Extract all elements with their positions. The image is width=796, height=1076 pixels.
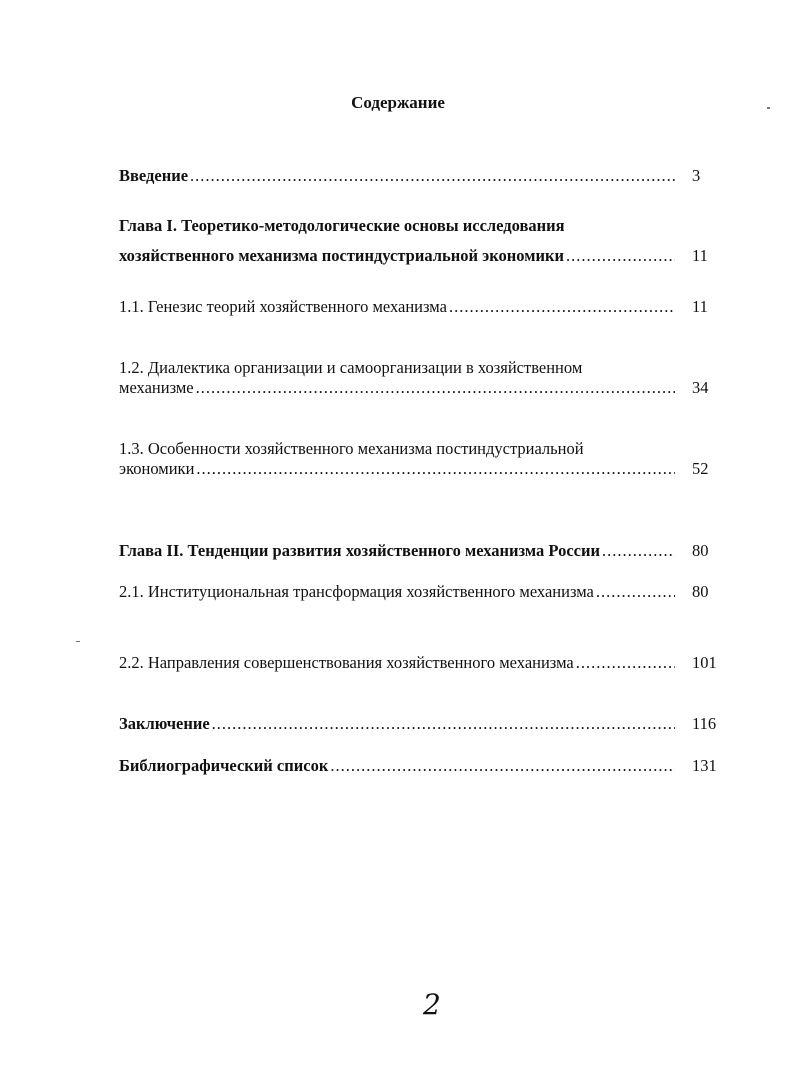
toc-entry-text: 2.2. Направления совершенствования хозяйственного механизма — [119, 653, 574, 672]
toc-entry-text: 1.2. Диалектика организации и самоорганизации в хозяйственном — [119, 358, 583, 377]
page-title: Содержание — [351, 93, 445, 112]
toc-page-number: 34 — [692, 378, 709, 397]
toc-page-number: 116 — [692, 714, 717, 733]
toc-page-number: 101 — [692, 653, 717, 672]
scan-speck — [76, 641, 80, 642]
toc-entry-text: хозяйственного механизма постиндустриальной экономики — [119, 246, 564, 265]
toc-entry-text: 2.1. Институциональная трансформация хозяйственного механизма — [119, 582, 594, 601]
toc-page-number: 52 — [692, 459, 709, 478]
toc-entry-conclusion — [119, 714, 679, 734]
toc-page-number: 11 — [692, 297, 708, 316]
dot-leader — [576, 653, 675, 673]
dot-leader — [190, 166, 675, 186]
toc-entry-text: Заключение — [119, 714, 210, 733]
dot-leader — [566, 246, 675, 266]
toc-entry-text: Глава I. Теоретико-методологические основы исследования — [119, 216, 565, 235]
toc-entry-text: 1.3. Особенности хозяйственного механизма постиндустриальной — [119, 439, 584, 458]
toc-page-number: 131 — [692, 756, 717, 775]
dot-leader — [196, 459, 675, 479]
toc-entry-text: Библиографический список — [119, 756, 329, 775]
toc-entry-section-2-1 — [119, 582, 679, 602]
toc-entry-introduction — [119, 166, 679, 186]
toc-page-number: 11 — [692, 246, 708, 265]
toc-entry-text: Глава II. Тенденции развития хозяйственного механизма России — [119, 541, 601, 560]
dot-leader — [602, 541, 675, 561]
dot-leader — [212, 714, 675, 734]
toc-entry-section-2-2 — [119, 653, 679, 673]
toc-entry-chapter-1 — [119, 216, 679, 266]
scan-speck — [767, 107, 770, 109]
toc-entry-text: Введение — [119, 166, 189, 185]
dot-leader — [196, 378, 675, 398]
toc-entry-text: экономики — [119, 459, 195, 478]
toc-entry-chapter-2 — [119, 541, 679, 561]
toc-entry-section-1-3 — [119, 439, 679, 479]
dot-leader — [449, 297, 675, 317]
toc-entry-section-1-2 — [119, 358, 679, 398]
toc-entry-bibliography — [119, 756, 679, 776]
dot-leader — [330, 756, 675, 776]
toc-entry-text: механизме — [119, 378, 194, 397]
handwritten-page-number: 2 — [423, 988, 441, 1021]
toc-page-number: 3 — [692, 166, 701, 185]
toc-entry-text: 1.1. Генезис теорий хозяйственного механизма — [119, 297, 447, 316]
toc-page-number: 80 — [692, 582, 709, 601]
toc-page-number: 80 — [692, 541, 709, 560]
toc-entry-section-1-1 — [119, 297, 679, 317]
dot-leader — [596, 582, 675, 602]
